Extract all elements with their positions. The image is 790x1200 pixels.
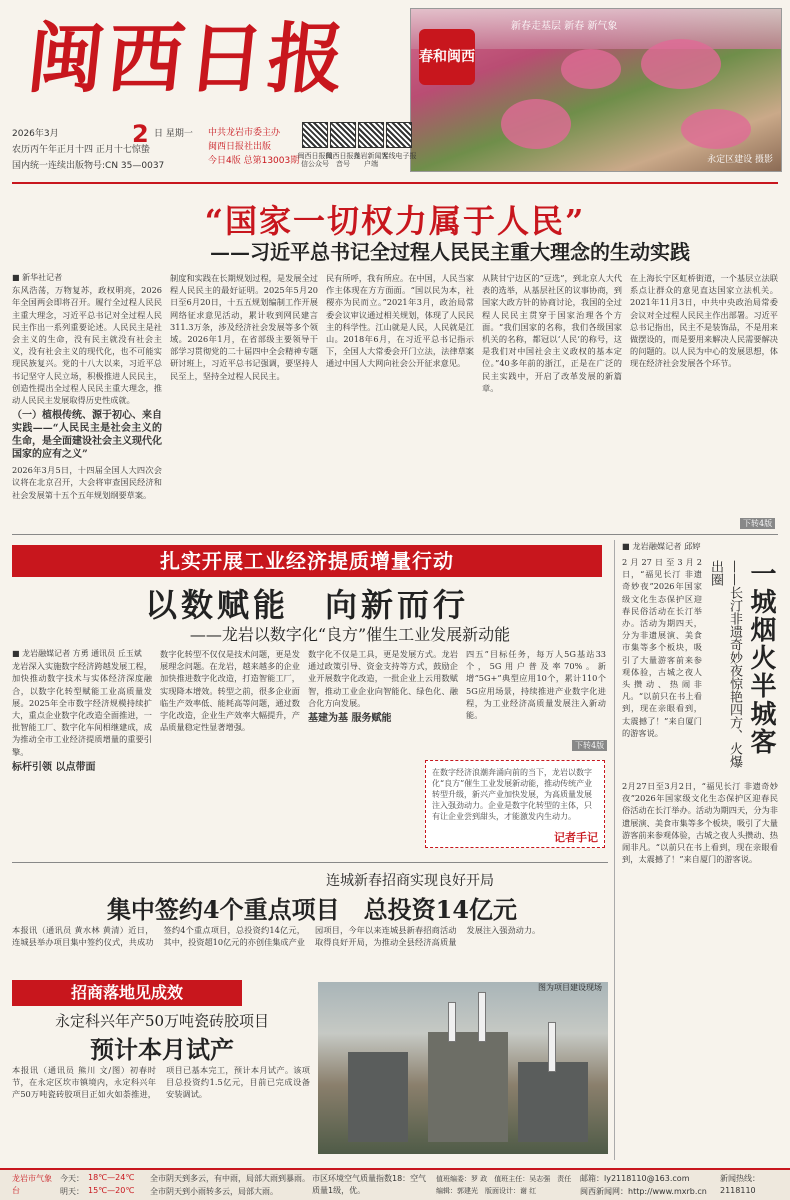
qr-label: 龙岩新闻客户端 — [353, 152, 389, 168]
continued-label[interactable]: 下转4版 — [572, 740, 607, 751]
article2-subhead: ——龙岩以数字化“良方”催生工业发展新动能 — [189, 625, 511, 644]
email-link[interactable]: 邮箱：ly2118110@163.com — [580, 1174, 690, 1183]
lead-source: ■ 新华社记者 — [12, 273, 63, 282]
publisher-block: 中共龙岩市委主办 闽西日报社出版 今日4版 总第13003期 — [208, 128, 300, 166]
weather-label: 龙岩市气象台 — [12, 1174, 52, 1195]
article3-prehead: 连城新春招商实现良好开局 — [326, 873, 494, 889]
photo-credit: 永定区建设 摄影 — [707, 155, 773, 165]
website-link[interactable]: 闽西新闻网：http://www.mxrb.cn — [580, 1187, 707, 1196]
qr-code-icon[interactable] — [330, 122, 356, 148]
article2-column-1: ■ 龙岩融媒记者 方勇 通讯员 丘玉斌 龙岩深入实施数字经济跨越发展工程，加快推动数字技术与实体经济深度融合，以数字化转型赋能工业高质量发展。2025年全市数字经济规模持续扩大，重点企业数字化改造全面推进，一批智能工厂、数字化车间相继建成，成为推动全市工业经济提质增量的重要引擎。 标杆引领 以点带面 — [12, 649, 152, 773]
weather-day2: 明天： — [60, 1187, 84, 1196]
editorial-label: 记者手记 — [554, 831, 598, 844]
qr-code-icon[interactable] — [386, 122, 412, 148]
side-column-text: 2月27日至3月2日，“福见长汀 非遗奇妙夜”2026年国家级文化生态保护区迎春民俗活动在长汀举办。活动为期四天，分为非遗展演、美食市集等多个板块，吸引了大量游客前来参观体验，古城之夜人头攒动、热闹非凡。“以前只在书上看到，现在亲眼看到，太震撼了！”来自厦门的游客说。 — [622, 557, 702, 738]
article4-headline[interactable]: 预计本月试产 — [90, 1035, 234, 1064]
date-day: 2 — [132, 120, 149, 148]
footer — [0, 1168, 790, 1200]
article3-headline[interactable]: 集中签约4个重点项目 总投资14亿元 — [106, 895, 518, 924]
qr-code-icon[interactable] — [302, 122, 328, 148]
qr-label: 无线电子报 — [381, 152, 417, 160]
hotline: 新闻热线：2118110 — [720, 1174, 760, 1195]
dateline — [12, 120, 417, 178]
lead-headline[interactable]: “国家一切权力属于人民” — [204, 202, 586, 240]
photo-caption: 新春走基层 新春 新气象 — [511, 21, 618, 32]
article2-column-4: 四五”目标任务，每万人5G基站33个，5G用户普及率70%。新增“5G+”典型应用10个，累计110个5G应用场景，持续推进产业数字化进程，为工业经济高质量发展注入新动能。 — [466, 649, 606, 721]
weather-day1-temp: 18℃—24℃ — [88, 1173, 135, 1182]
date-year-month: 2026年3月 — [12, 129, 59, 139]
factory-photo-caption: 图为项目建设现场 — [538, 983, 602, 992]
weather-day1: 今天： — [60, 1174, 84, 1183]
industry-banner: 扎实开展工业经济提质增量行动 — [12, 545, 602, 577]
article2-column-2: 数字化转型不仅仅是技术问题，更是发展理念问题。在龙岩，越来越多的企业加快推进数字化改造，打造智能工厂，实现降本增效。转型之前，很多企业面临生产效率低、能耗高等问题，通过数字化改造，企业生产效率大幅提升，产品质量稳定性显著增强。 — [160, 649, 300, 733]
factory-photo — [318, 982, 608, 1154]
date-weekday: 日 星期一 — [154, 129, 193, 139]
section-divider — [12, 862, 608, 863]
side-column-text-continued: 2月27日至3月2日，“福见长汀 非遗奇妙夜”2026年国家级文化生态保护区迎春民俗活动在长汀举办。活动为期四天，分为非遗展演、美食市集等多个板块，吸引了大量游客前来参观体验，古城之夜人头攒动、热闹非凡。“以前只在书上看到，现在亲眼看到，太震撼了！”来自厦门的游客说。 — [622, 781, 778, 865]
weather-day2-temp: 15℃—20℃ — [88, 1186, 135, 1195]
lead-column-3: 民有所呼，我有所应。在中国，人民当家作主体现在方方面面。“国以民为本，社稷亦为民而立。”2021年3月，政治局常委会议审议通过相关规划，体现了人民民主的科学性。江山就是人民，人民就是江山。2018年6月，在习近平总书记指示下，全国人大常委会开门立法，法律草案通过中国人大网向社会公开征求意见。 — [326, 273, 474, 369]
qr-label: 闽西日报抖音号 — [325, 152, 361, 168]
continued-label[interactable]: 下转4版 — [740, 518, 775, 529]
investment-banner: 招商落地见成效 — [12, 980, 242, 1006]
masthead-divider — [12, 182, 778, 184]
qr-code-icon[interactable] — [358, 122, 384, 148]
lead-column-1: ■ 新华社记者 东风浩荡，万物复苏，政权明亮，2026年全国两会即将召开。履行全过程人民民主重大理念，习近平总书记对全过程人民民主作出一系列重要论述。人民民主是社会主义的生命，没有民主就没有社会主义，没有社会主义的现代化，也不可能实现民族复兴。党的十八大以来，习近平总书记坚守人民立场，积极推进人民民主，创造性提出全过程人民民主重大理念，推动人民民主发展取得历史性成就。 （一）植根传统、源于初心、来自实践——“人民民主是社会主义的生命，是全面建设社会主义现代化国家的应有之义” 2026年3月5日，十四届全国人大四次会议将在北京召开，大会将审查国民经济和社会发展第十五个五年规划纲要草案。 — [12, 273, 162, 500]
lead-subhead: ——习近平总书记全过程人民民主重大理念的生动实践 — [210, 240, 690, 264]
lead-column-2: 制度和实践在长期规划过程，是发展全过程人民民主的最好证明。2025年5月20日至6月20日，十五五规划编制工作开展网络征求意见活动，累计收到网民建言311.3万条，涉及经济社会发展等多个领域。2026年1月，在省部级主要领导干部学习贯彻党的二十届四中全会精神专题研讨班上，习近平总书记强调，要坚持人民至上，坚持全过程人民民主。 — [170, 273, 318, 381]
front-photo — [410, 8, 782, 172]
weather-day1-desc: 全市阴天到多云，有中雨，局部大雨到暴雨。 — [150, 1174, 310, 1183]
editors: 值班编委：罗 政 值班主任：吴志强 责任编辑：郭建光 版面设计：谢 红 — [436, 1175, 572, 1195]
section-divider — [12, 534, 778, 535]
article2-section-head: 标杆引领 以点带面 — [12, 761, 96, 773]
date-lunar: 农历丙午年正月十四 正月十七惊蛰 — [12, 145, 150, 155]
side-headline[interactable]: 一城烟火半城客 ——长汀非遗奇妙夜惊艳四方、火爆出圈 — [708, 560, 776, 768]
cn-number: 国内统一连续出版物号:CN 35—0037 — [12, 161, 165, 171]
lead-section-head: （一）植根传统、源于初心、来自实践——“人民民主是社会主义的生命，是全面建设社会主义现代化国家的应有之义” — [12, 410, 162, 461]
editorial-box: 在数字经济浪潮奔涌向前的当下，龙岩以数字化“良方”催生工业发展新动能，推动传统产业转型升级，新兴产业加快发展，为高质量发展注入强劲动力。企业是数字化转型的主体，只有让企业尝到甜头，才能激发内生动力。 记者手记 — [425, 760, 605, 848]
air-quality: 市区环境空气质量指数18：空气质量1级，优。 — [312, 1174, 427, 1195]
article2-headline[interactable]: 以数赋能 向新而行 — [144, 586, 469, 624]
lead-column-4: 从陕甘宁边区的“豆选”，到北京人大代表的选举，从基层社区的议事协商，到国家大政方针的协商讨论，我国的全过程人民民主贯穿于国家治理各个方面。“我们国家的名称，我们各级国家机关的名称，都冠以‘人民’的称号，这是我们对中国社会主义政权的基本定位。”40多年前的浙江，正是在广泛的民主实践中，开启了改革发展的新篇章。 — [482, 273, 622, 393]
article4-prehead: 永定科兴年产50万吨瓷砖胶项目 — [54, 1012, 270, 1030]
article2-section-head: 基建为基 服务赋能 — [308, 713, 392, 725]
qr-label: 闽西日报微信公众号 — [297, 152, 333, 168]
side-byline: ■ 龙岩融媒记者 邱婷 — [622, 541, 701, 551]
article2-column-3: 数字化不仅是工具，更是发展方式。龙岩通过政策引导、资金支持等方式，鼓励企业开展数字化改造，一批企业上云用数赋智，推动工业企业向智能化、绿色化、融合化方向发展。 基建为基 服务赋能 — [308, 649, 458, 725]
photo-tag: 春和闽西 — [419, 29, 475, 85]
masthead-logo: 闽西日报 — [23, 14, 353, 103]
weather-day2-desc: 全市阴天到小雨转多云，局部大雨。 — [150, 1187, 278, 1196]
lead-column-5: 在上海长宁区虹桥街道，一个基层立法联系点让群众的意见直达国家立法机关。2021年11月3日，中共中央政治局常委会议对全过程人民民主作出部署。习近平总书记指出，民主不是装饰品，不是用来做摆设的，而是要用来解决人民需要解决的问题的。以人民为中心的发展思想，体现在经济社会发展各个环节。 — [630, 273, 778, 369]
article4-body: 本报讯（通讯员 熊川 文/图）初春时节，在永定区坎市镇境内，永定科兴年产50万吨瓷砖胶项目正如火如荼推进，项目已基本完工，预计本月试产。该项目总投资约1.5亿元，目前已完成设备安装调试。 — [12, 1065, 310, 1100]
article3-body: 本报讯（通讯员 黄水林 黄清）近日，连城县举办项目集中签约仪式，共成功签约4个重点项目，总投资约14亿元，其中，投资超10亿元的亦创佳集成产业园项目，今年以来连城县新春招商活动取得良好开局，为推动全县经济高质量发展注入强劲动力。 — [12, 925, 541, 948]
article2-byline: ■ 龙岩融媒记者 方勇 通讯员 丘玉斌 — [12, 649, 142, 658]
